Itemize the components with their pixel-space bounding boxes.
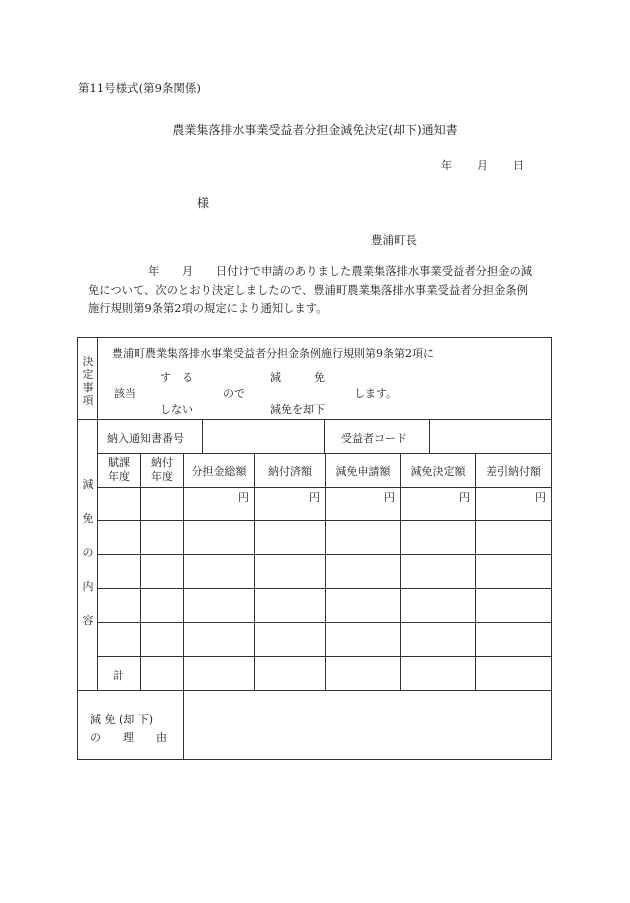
addressee-suffix: 様 — [197, 196, 210, 210]
decision-bottom-border — [77, 419, 552, 420]
date-year: 年 — [441, 159, 452, 172]
table-right-border — [551, 337, 552, 760]
issuer: 豊浦町長 — [371, 233, 417, 247]
date-day: 日 — [513, 159, 524, 172]
decision-label: 決定事項 — [82, 355, 94, 407]
decision-genmen-kyakka: 減免を却下 — [270, 403, 325, 416]
label-column-divider — [97, 337, 98, 690]
col-line — [400, 453, 401, 690]
col-line — [183, 453, 184, 760]
code-label-right-divider — [429, 419, 430, 453]
decision-genmen: 減 免 — [270, 371, 325, 384]
decision-shimasu: します。 — [354, 387, 398, 400]
date-line — [441, 157, 524, 173]
col-header-total: 分担金総額 — [191, 465, 247, 478]
content-bottom-border — [77, 690, 552, 691]
reason-label-line1: 減 免 (却 下) — [90, 713, 154, 726]
content-label-char: 内 — [82, 580, 94, 593]
body-text — [88, 263, 558, 319]
body-line-3: 施行規則第9条第2項の規定により通知します。 — [88, 302, 328, 315]
total-label: 計 — [113, 669, 124, 682]
reason-label-line2: の 理 由 — [90, 731, 167, 744]
col-line — [475, 453, 476, 690]
decision-suru: す る — [160, 371, 193, 384]
notice-number-label: 納入通知書番号 — [107, 432, 184, 445]
decision-gaito: 該当 — [114, 387, 136, 400]
content-label — [81, 478, 95, 648]
content-label-char: 減 — [82, 478, 94, 491]
code-label-left-divider — [324, 419, 325, 453]
content-label-char: 免 — [82, 512, 94, 525]
content-label-char: 容 — [82, 614, 94, 627]
col-line — [254, 453, 255, 690]
col-line — [325, 453, 326, 690]
notice-label-divider — [202, 419, 203, 453]
yen-mark: 円 — [238, 491, 249, 504]
form-number: 第11号様式(第9条関係) — [78, 81, 201, 95]
yen-mark: 円 — [384, 491, 395, 504]
yen-mark: 円 — [535, 491, 546, 504]
body-line-2: 免について、次のとおり決定しましたので、豊浦町農業集落排水事業受益者分担金条例 — [88, 283, 528, 297]
col-header-decided: 減免決定額 — [410, 465, 466, 478]
decision-node: ので — [223, 387, 245, 400]
col-header-nofu-year: 納付 年度 — [151, 456, 173, 483]
yen-mark: 円 — [459, 491, 470, 504]
content-label-char: の — [82, 546, 94, 559]
table-top-border — [77, 337, 552, 338]
col-header-applied: 減免申請額 — [335, 465, 391, 478]
yen-mark: 円 — [309, 491, 320, 504]
document-title: 農業集落排水事業受益者分担金減免決定(却下)通知書 — [172, 123, 458, 137]
decision-rule: 豊浦町農業集落排水事業受益者分担金条例施行規則第9条第2項に — [112, 347, 434, 360]
col-header-fuka-year: 賦課 年度 — [108, 456, 130, 483]
body-line-1: 年 月 日付けで申請のありました農業集落排水事業受益者分担金の減 — [148, 265, 533, 278]
col-line — [140, 453, 141, 690]
table-left-border — [77, 337, 78, 760]
col-header-balance: 差引納付額 — [486, 465, 541, 478]
table-bottom-border — [77, 759, 552, 760]
col-header-paid: 納付済額 — [268, 465, 312, 478]
beneficiary-code-label: 受益者コード — [341, 432, 407, 445]
date-month: 月 — [477, 159, 488, 172]
decision-shinai: しない — [160, 403, 193, 416]
